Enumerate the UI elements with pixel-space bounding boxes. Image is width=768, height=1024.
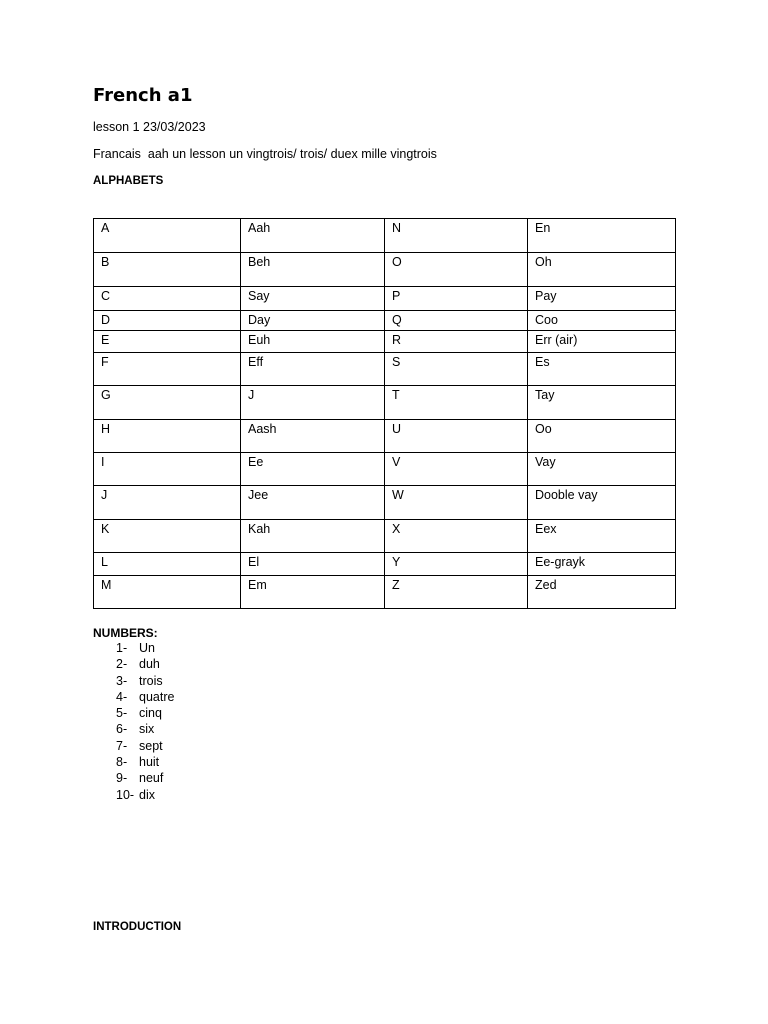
table-cell: Dooble vay	[528, 486, 676, 520]
table-cell: Kah	[241, 520, 385, 553]
table-cell: En	[528, 219, 676, 253]
table-cell: Eex	[528, 520, 676, 553]
list-item-word: cinq	[139, 706, 162, 721]
table-cell: N	[385, 219, 528, 253]
list-item-marker: 2-	[116, 657, 128, 672]
table-cell: F	[94, 353, 241, 386]
table-row	[94, 553, 676, 576]
table-cell: A	[94, 219, 241, 253]
introduction-heading: INTRODUCTION	[93, 921, 182, 933]
list-item-marker: 10-	[116, 787, 135, 802]
table-row	[94, 520, 676, 553]
list-item-word: neuf	[139, 771, 164, 786]
list-item-word: Un	[139, 641, 155, 655]
table-cell: Ee	[241, 453, 385, 486]
list-item-word: sept	[139, 738, 163, 753]
list-item-marker: 3-	[116, 673, 128, 688]
table-cell: Aah	[241, 219, 385, 253]
list-item-word: six	[139, 722, 155, 737]
table-row	[94, 253, 676, 287]
table-row	[94, 576, 676, 609]
list-item-word: duh	[139, 657, 160, 672]
table-cell: Es	[528, 353, 676, 386]
list-item-marker: 8-	[116, 755, 128, 770]
page-title: French a1	[93, 85, 193, 106]
table-cell: G	[94, 386, 241, 420]
table-cell: J	[94, 486, 241, 520]
list-item-marker: 9-	[116, 771, 128, 786]
table-cell: Q	[385, 311, 528, 331]
table-cell: Em	[241, 576, 385, 609]
list-item-marker: 1-	[116, 641, 128, 655]
table-cell: H	[94, 420, 241, 453]
list-item	[93, 738, 174, 754]
table-cell: C	[94, 287, 241, 311]
lesson-date-line: lesson 1 23/03/2023	[93, 120, 206, 134]
alphabet-table-body	[94, 219, 676, 609]
table-cell: M	[94, 576, 241, 609]
table-cell: Jee	[241, 486, 385, 520]
list-item-word: quatre	[139, 689, 175, 704]
table-cell: S	[385, 353, 528, 386]
table-cell: I	[94, 453, 241, 486]
list-item-marker: 5-	[116, 706, 128, 721]
table-cell: Eff	[241, 353, 385, 386]
list-item-marker: 4-	[116, 689, 128, 704]
list-item-word: dix	[139, 787, 155, 802]
table-row	[94, 453, 676, 486]
table-cell: W	[385, 486, 528, 520]
list-item	[93, 705, 174, 721]
table-cell: Oh	[528, 253, 676, 287]
table-row	[94, 386, 676, 420]
table-cell: Err (air)	[528, 331, 676, 353]
list-item-word: huit	[139, 755, 160, 770]
table-row	[94, 353, 676, 386]
table-cell: J	[241, 386, 385, 420]
table-cell: Y	[385, 553, 528, 576]
table-cell: X	[385, 520, 528, 553]
list-item	[93, 787, 174, 803]
table-row	[94, 311, 676, 331]
table-cell: P	[385, 287, 528, 311]
table-cell: Euh	[241, 331, 385, 353]
table-cell: B	[94, 253, 241, 287]
table-cell: K	[94, 520, 241, 553]
table-cell: V	[385, 453, 528, 486]
table-cell: El	[241, 553, 385, 576]
table-cell: U	[385, 420, 528, 453]
table-cell: T	[385, 386, 528, 420]
francais-line: Francais aah un lesson un vingtrois/ trois/ duex mille vingtrois	[93, 147, 437, 161]
table-row	[94, 486, 676, 520]
list-item-marker: 7-	[116, 738, 128, 753]
list-item	[93, 721, 174, 737]
numbers-list	[93, 640, 174, 803]
list-item	[93, 754, 174, 770]
table-row	[94, 287, 676, 311]
numbers-heading: NUMBERS:	[93, 626, 158, 640]
table-cell: Tay	[528, 386, 676, 420]
table-cell: Day	[241, 311, 385, 331]
table-cell: O	[385, 253, 528, 287]
list-item	[93, 640, 174, 656]
table-cell: Oo	[528, 420, 676, 453]
table-cell: Say	[241, 287, 385, 311]
table-cell: E	[94, 331, 241, 353]
list-item-marker: 6-	[116, 722, 128, 737]
table-cell: L	[94, 553, 241, 576]
alphabets-heading: ALPHABETS	[93, 175, 164, 187]
table-cell: Ee-grayk	[528, 553, 676, 576]
table-cell: Beh	[241, 253, 385, 287]
list-item	[93, 656, 174, 672]
table-cell: Aash	[241, 420, 385, 453]
table-cell: Pay	[528, 287, 676, 311]
table-cell: Vay	[528, 453, 676, 486]
table-cell: R	[385, 331, 528, 353]
table-row	[94, 331, 676, 353]
list-item	[93, 673, 174, 689]
table-cell: Coo	[528, 311, 676, 331]
table-cell: D	[94, 311, 241, 331]
list-item	[93, 689, 174, 705]
alphabet-table	[93, 218, 676, 609]
table-row	[94, 219, 676, 253]
table-cell: Zed	[528, 576, 676, 609]
list-item-word: trois	[139, 673, 163, 688]
list-item	[93, 770, 174, 786]
table-cell: Z	[385, 576, 528, 609]
table-row	[94, 420, 676, 453]
